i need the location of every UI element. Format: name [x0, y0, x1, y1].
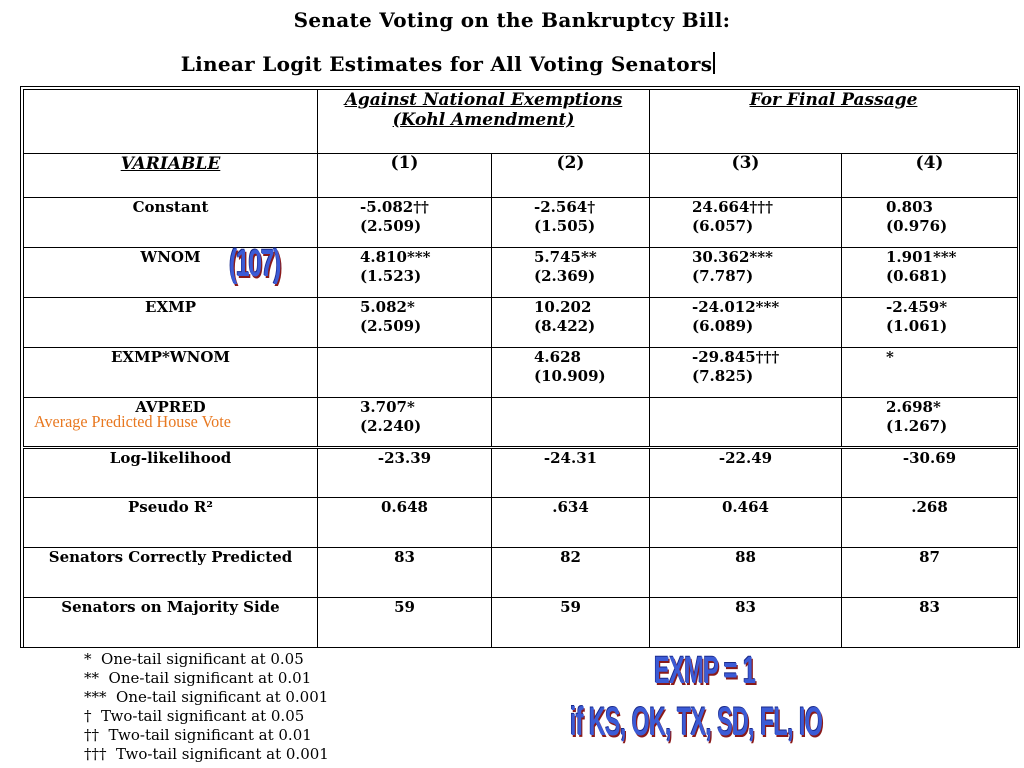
avpred-annotation: Average Predicted House Vote: [34, 412, 231, 431]
text-cursor: [713, 52, 715, 74]
note-line: †† Two-tail significant at 0.01: [84, 726, 312, 744]
note-line: ††† Two-tail significant at 0.001: [84, 745, 329, 763]
coef-cell: [650, 398, 842, 448]
coef-cell: [492, 398, 650, 448]
stat-value: 87: [842, 548, 1018, 598]
coef-cell: [842, 348, 1018, 398]
coef-cell: [492, 298, 650, 348]
coef-row: [24, 198, 1018, 248]
stat-value: .634: [492, 498, 650, 548]
note-line: *** One-tail significant at 0.001: [84, 688, 329, 706]
stat-value: .268: [842, 498, 1018, 548]
stat-value: -30.69: [842, 448, 1018, 498]
stat-row: [24, 548, 1018, 598]
coef-cell: [318, 298, 492, 348]
variable-name: EXMP: [24, 298, 318, 348]
note-line: ** One-tail significant at 0.01: [84, 669, 312, 687]
coef-std-error: (7.787): [692, 267, 754, 285]
coef-cell: [842, 248, 1018, 298]
header-empty-cell: [24, 90, 318, 154]
header-group-row: [24, 90, 1018, 154]
stat-label: Senators on Majority Side: [24, 598, 318, 648]
variable-name: EXMP*WNOM: [24, 348, 318, 398]
note-line: * One-tail significant at 0.05: [84, 650, 304, 668]
coef-std-error: (7.825): [692, 367, 754, 385]
coef-row: [24, 348, 1018, 398]
significance-notes: [84, 650, 329, 764]
stat-value: 88: [650, 548, 842, 598]
coef-cell: [842, 298, 1018, 348]
coef-estimate: -5.082††: [360, 198, 429, 216]
col-header-4: (4): [842, 154, 1018, 198]
wnom-annotation: (107): [229, 243, 281, 285]
stat-value: 83: [842, 598, 1018, 648]
stat-value: 0.648: [318, 498, 492, 548]
stat-value: 59: [492, 598, 650, 648]
col-header-1: (1): [318, 154, 492, 198]
coef-estimate: 5.745**: [534, 248, 597, 266]
coef-std-error: (8.422): [534, 317, 596, 335]
variable-name: AVPRED: [24, 398, 318, 448]
estimates-table-frame: [20, 86, 1020, 648]
coef-row: [24, 298, 1018, 348]
stat-value: -23.39: [318, 448, 492, 498]
stat-row: [24, 498, 1018, 548]
coef-std-error: (0.681): [886, 267, 948, 285]
coef-cell: [650, 298, 842, 348]
stat-value: 82: [492, 548, 650, 598]
stat-row: [24, 598, 1018, 648]
header-columns-row: [24, 154, 1018, 198]
coef-estimate: -29.845†††: [692, 348, 780, 366]
coef-cell: [318, 348, 492, 398]
group-header-final-passage: For Final Passage: [650, 90, 1018, 154]
coef-std-error: (2.369): [534, 267, 596, 285]
coef-estimate: 2.698*: [886, 398, 941, 416]
coef-cell: [650, 348, 842, 398]
coef-std-error: (6.057): [692, 217, 754, 235]
coef-cell: [842, 198, 1018, 248]
title-line-1: Senate Voting on the Bankruptcy Bill:: [293, 8, 731, 32]
variable-header: VARIABLE: [24, 154, 318, 198]
coef-std-error: (2.509): [360, 217, 422, 235]
coef-estimate: -2.564†: [534, 198, 596, 216]
coef-row: [24, 248, 1018, 298]
states-annotation: if KS, OK, TX, SD, FL, IO: [570, 700, 823, 744]
coef-estimate: -24.012***: [692, 298, 780, 316]
variable-name: Constant: [24, 198, 318, 248]
exmp-definition-annotation: EXMP = 1: [654, 650, 756, 692]
coef-std-error: (1.061): [886, 317, 948, 335]
coef-estimate: -2.459*: [886, 298, 948, 316]
stat-label: Pseudo R²: [24, 498, 318, 548]
coef-estimate: *: [886, 348, 894, 366]
stat-value: -24.31: [492, 448, 650, 498]
col-header-3: (3): [650, 154, 842, 198]
note-line: † Two-tail significant at 0.05: [84, 707, 305, 725]
coef-std-error: (2.509): [360, 317, 422, 335]
coef-cell: [650, 248, 842, 298]
stat-value: 83: [318, 548, 492, 598]
variable-name: WNOM: [24, 248, 318, 298]
coef-std-error: (1.267): [886, 417, 948, 435]
stat-value: -22.49: [650, 448, 842, 498]
coef-std-error: (0.976): [886, 217, 948, 235]
coef-estimate: 0.803: [886, 198, 933, 216]
coef-std-error: (10.909): [534, 367, 606, 385]
stat-label: Senators Correctly Predicted: [24, 548, 318, 598]
coef-estimate: 4.810***: [360, 248, 431, 266]
coef-cell: [492, 198, 650, 248]
coef-std-error: (6.089): [692, 317, 754, 335]
coef-estimate: 1.901***: [886, 248, 957, 266]
coef-cell: [318, 398, 492, 448]
coef-estimate: 4.628: [534, 348, 581, 366]
stat-value: 0.464: [650, 498, 842, 548]
coef-std-error: (1.523): [360, 267, 422, 285]
stat-value: 59: [318, 598, 492, 648]
estimates-table: [23, 89, 1018, 648]
stat-row: [24, 448, 1018, 498]
coef-cell: [492, 248, 650, 298]
coef-estimate: 10.202: [534, 298, 592, 316]
coef-cell: [318, 198, 492, 248]
title-line-2: Linear Logit Estimates for All Voting Senators: [0, 52, 960, 76]
coef-cell: [492, 348, 650, 398]
coef-estimate: 5.082*: [360, 298, 415, 316]
coef-std-error: (2.240): [360, 417, 422, 435]
col-header-2: (2): [492, 154, 650, 198]
coef-cell: [318, 248, 492, 298]
stat-value: 83: [650, 598, 842, 648]
stat-label: Log-likelihood: [24, 448, 318, 498]
group-header-kohl: Against National Exemptions (Kohl Amendment): [318, 90, 650, 154]
coef-estimate: 3.707*: [360, 398, 415, 416]
coef-std-error: (1.505): [534, 217, 596, 235]
coef-estimate: 24.664†††: [692, 198, 773, 216]
coef-cell: [842, 398, 1018, 448]
coef-cell: [650, 198, 842, 248]
coef-estimate: 30.362***: [692, 248, 773, 266]
